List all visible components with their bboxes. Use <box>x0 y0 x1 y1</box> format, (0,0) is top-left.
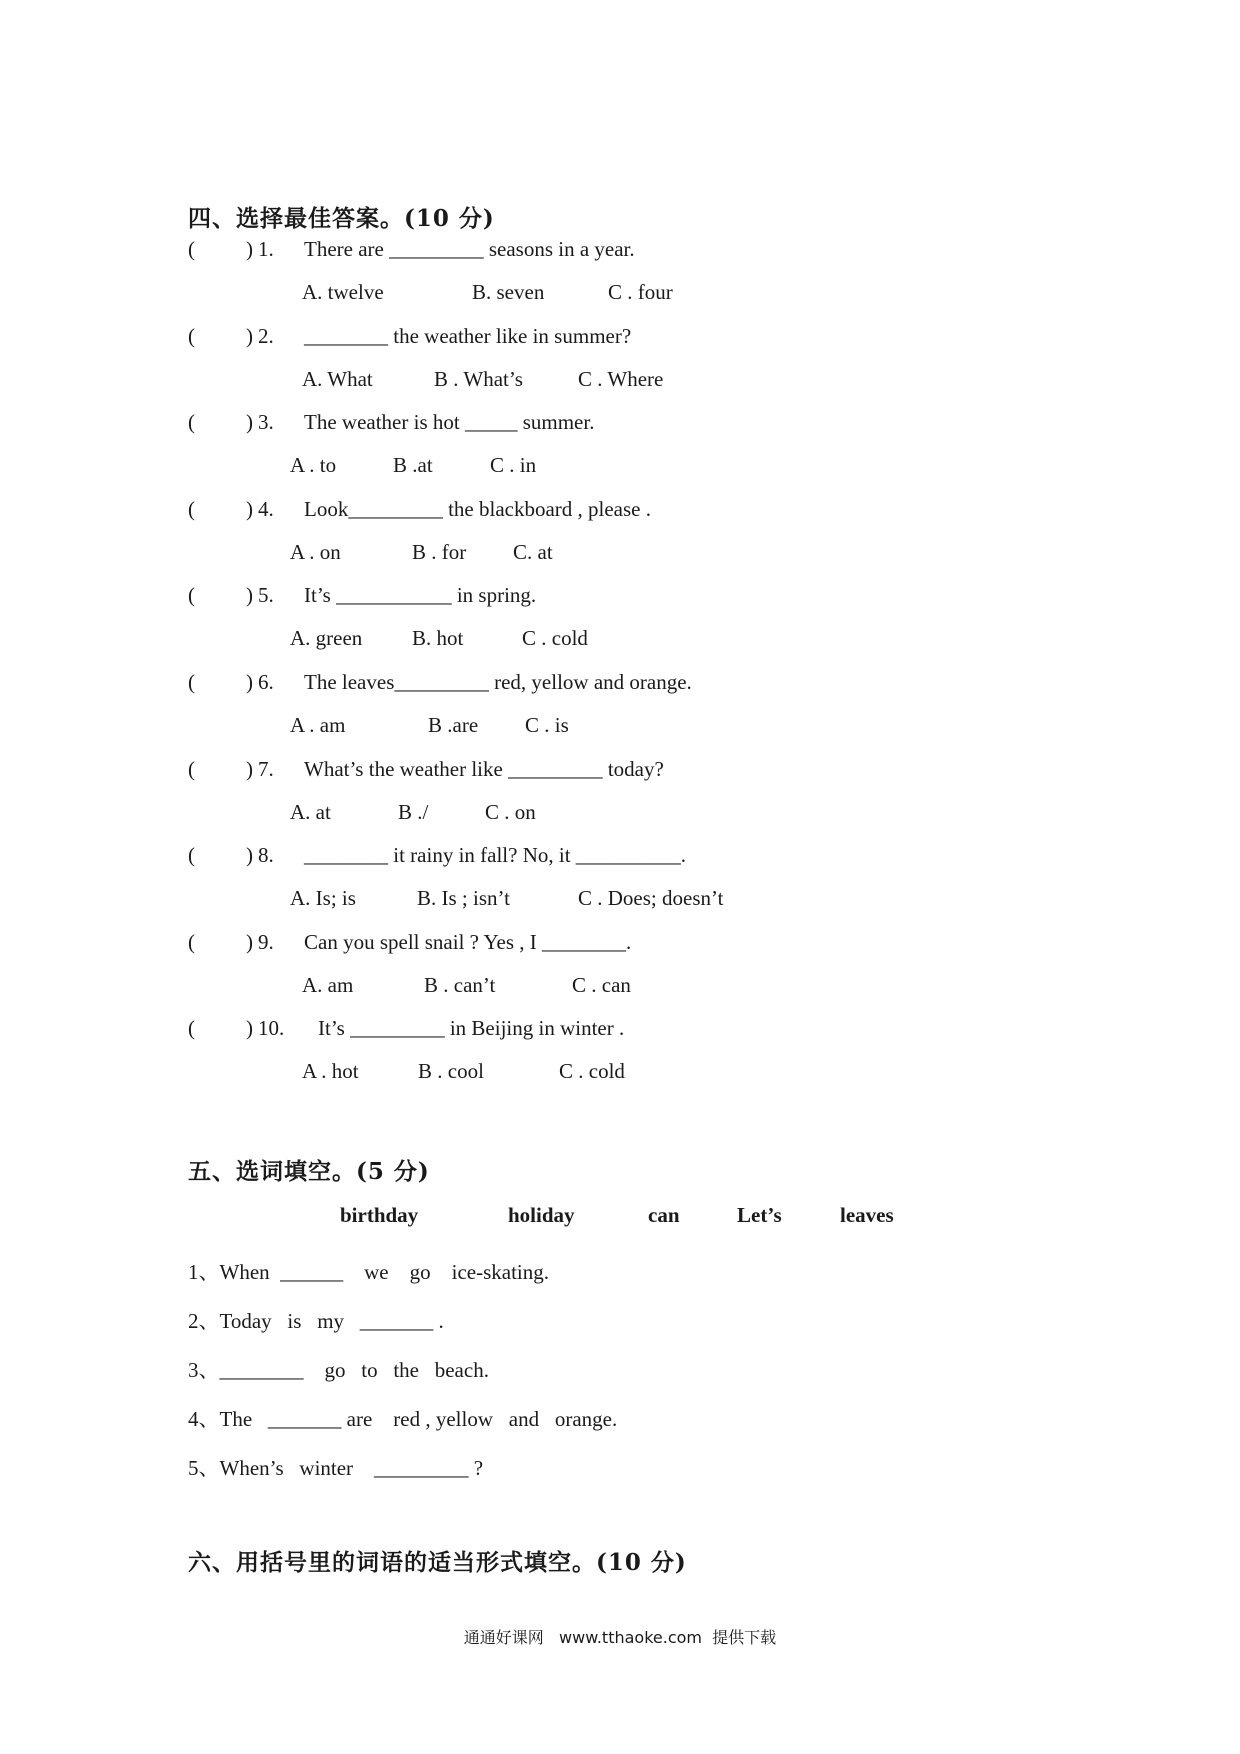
question-number: 8. <box>258 843 274 867</box>
section-5-title: 五、选词填空。(5 分) <box>188 1158 430 1185</box>
question-number: 3. <box>258 410 274 434</box>
question-text: It’s ___________ in spring. <box>304 583 537 607</box>
footer-credit: 通通好课网 www.tthaoke.com 提供下载 <box>463 1628 777 1647</box>
option-choice: B ./ <box>398 800 429 824</box>
bracket-open: ( <box>188 670 195 694</box>
option-choice: C . cold <box>522 626 588 650</box>
bracket-open: ( <box>188 1016 195 1040</box>
fill-blank-item: 1、When ______ we go ice-skating. <box>188 1260 550 1284</box>
bracket-open: ( <box>188 237 195 261</box>
option-choice: A . hot <box>302 1059 359 1083</box>
bracket-open: ( <box>188 583 195 607</box>
bracket-close: ) <box>246 757 253 781</box>
bracket-close: ) <box>246 410 253 434</box>
question-text: The weather is hot _____ summer. <box>304 410 595 434</box>
bracket-open: ( <box>188 930 195 954</box>
question-number: 2. <box>258 324 274 348</box>
question-number: 7. <box>258 757 274 781</box>
bracket-close: ) <box>246 237 253 261</box>
question-number: 9. <box>258 930 274 954</box>
word-bank-item: birthday <box>340 1203 419 1227</box>
bracket-close: ) <box>246 583 253 607</box>
question-text: What’s the weather like _________ today? <box>304 757 664 781</box>
option-choice: A . am <box>290 713 346 737</box>
option-choice: C . Does; doesn’t <box>578 886 724 910</box>
option-choice: B .at <box>393 453 433 477</box>
option-choice: B . What’s <box>434 367 523 391</box>
fill-blank-item: 3、________ go to the beach. <box>188 1358 489 1382</box>
option-choice: A. am <box>302 973 354 997</box>
section-6-title: 六、用括号里的词语的适当形式填空。(10 分) <box>188 1549 687 1576</box>
bracket-open: ( <box>188 324 195 348</box>
question-number: 4. <box>258 497 274 521</box>
option-choice: A. green <box>290 626 363 650</box>
question-text: ________ it rainy in fall? No, it __________. <box>304 843 687 867</box>
fill-blank-item: 2、Today is my _______ . <box>188 1309 444 1333</box>
option-choice: B .are <box>428 713 479 737</box>
option-choice: C . on <box>485 800 536 824</box>
option-choice: C . four <box>608 280 673 304</box>
option-choice: C. at <box>513 540 553 564</box>
bracket-close: ) <box>246 1016 253 1040</box>
option-choice: B . can’t <box>424 973 496 997</box>
bracket-close: ) <box>246 670 253 694</box>
bracket-close: ) <box>246 324 253 348</box>
option-choice: A . on <box>290 540 341 564</box>
question-number: 6. <box>258 670 274 694</box>
bracket-open: ( <box>188 410 195 434</box>
fill-blank-item: 4、The _______ are red , yellow and orange. <box>188 1407 618 1431</box>
bracket-close: ) <box>246 497 253 521</box>
option-choice: B. Is ; isn’t <box>417 886 510 910</box>
option-choice: B . cool <box>418 1059 484 1083</box>
word-bank-item: can <box>648 1203 680 1227</box>
word-bank-item: Let’s <box>737 1203 782 1227</box>
option-choice: C . can <box>572 973 631 997</box>
option-choice: C . is <box>525 713 569 737</box>
option-choice: C . Where <box>578 367 664 391</box>
option-choice: A. twelve <box>302 280 384 304</box>
option-choice: B . for <box>412 540 467 564</box>
bracket-open: ( <box>188 757 195 781</box>
fill-blank-item: 5、When’s winter _________ ? <box>188 1456 484 1480</box>
option-choice: C . cold <box>559 1059 625 1083</box>
word-bank-item: holiday <box>508 1203 575 1227</box>
option-choice: A . to <box>290 453 337 477</box>
question-number: 10. <box>258 1016 285 1040</box>
question-text: Look_________ the blackboard , please . <box>304 497 651 521</box>
question-text: There are _________ seasons in a year. <box>304 237 635 261</box>
section-4-title: 四、选择最佳答案。(10 分) <box>188 205 495 232</box>
option-choice: B. seven <box>472 280 545 304</box>
option-choice: A. What <box>302 367 373 391</box>
option-choice: B. hot <box>412 626 464 650</box>
question-number: 5. <box>258 583 274 607</box>
bracket-open: ( <box>188 497 195 521</box>
option-choice: A. Is; is <box>290 886 356 910</box>
option-choice: C . in <box>490 453 537 477</box>
bracket-close: ) <box>246 843 253 867</box>
bracket-close: ) <box>246 930 253 954</box>
question-text: The leaves_________ red, yellow and orange. <box>304 670 692 694</box>
question-text: ________ the weather like in summer? <box>304 324 632 348</box>
word-bank-item: leaves <box>840 1203 894 1227</box>
question-text: Can you spell snail ? Yes , I ________. <box>304 930 632 954</box>
bracket-open: ( <box>188 843 195 867</box>
question-text: It’s _________ in Beijing in winter . <box>318 1016 625 1040</box>
option-choice: A. at <box>290 800 331 824</box>
question-number: 1. <box>258 237 274 261</box>
